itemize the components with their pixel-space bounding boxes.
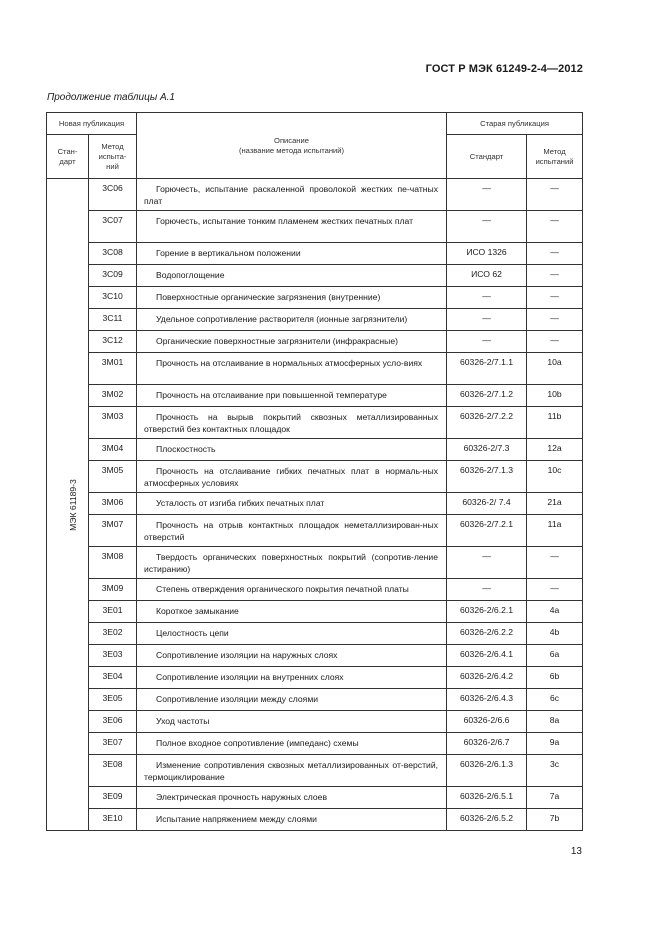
- old-standard: —: [482, 335, 491, 345]
- method-code-cell: [89, 407, 137, 439]
- old-standard: 60326-2/7.1.2: [459, 389, 514, 399]
- method-code-cell: [89, 809, 137, 831]
- old-standard: 60326-2/7.1.1: [459, 357, 514, 367]
- old-standard-cell: [447, 547, 527, 579]
- old-method-cell: [527, 601, 583, 623]
- description: Горючесть, испытание раскаленной проволокой жестких пе-чатных плат: [144, 184, 439, 206]
- method-code-cell: [89, 601, 137, 623]
- old-method: 4b: [549, 627, 560, 637]
- old-method-cell: [527, 689, 583, 711]
- old-method: 10c: [547, 465, 562, 475]
- description: Испытание напряжением между слоями: [156, 814, 317, 824]
- table-row: [47, 493, 583, 515]
- method-code: 3C07: [102, 215, 123, 225]
- table-row: [47, 579, 583, 601]
- description-cell: [137, 623, 447, 645]
- description: Короткое замыкание: [156, 606, 239, 616]
- old-method: —: [550, 269, 559, 279]
- table-caption: Продолжение таблицы А.1: [47, 92, 175, 103]
- method-code-cell: [89, 515, 137, 547]
- header-description: [137, 113, 447, 179]
- old-standard-cell: [447, 211, 527, 243]
- old-method-cell: [527, 331, 583, 353]
- old-method-cell: [527, 461, 583, 493]
- old-standard-cell: [447, 353, 527, 385]
- table-row: [47, 689, 583, 711]
- old-standard: 60326-2/6.7: [463, 737, 510, 747]
- method-code-cell: [89, 579, 137, 601]
- description-cell: [137, 287, 447, 309]
- description-cell: [137, 439, 447, 461]
- old-method: —: [550, 335, 559, 345]
- old-method-cell: [527, 407, 583, 439]
- description: Степень отверждения органического покрытия печатной платы: [156, 584, 409, 594]
- old-standard: 60326-2/6.2.1: [459, 605, 514, 615]
- table-row: [47, 385, 583, 407]
- description: Органические поверхностные загрязнители (инфракрасные): [156, 336, 398, 346]
- old-standard: 60326-2/6.5.1: [459, 791, 514, 801]
- table-row: [47, 623, 583, 645]
- document-id: ГОСТ Р МЭК 61249-2-4—2012: [425, 63, 583, 75]
- old-standard-cell: [447, 179, 527, 211]
- description-cell: [137, 243, 447, 265]
- table-row: [47, 809, 583, 831]
- method-code-cell: [89, 265, 137, 287]
- description: Прочность на отслаивание при повышенной температуре: [156, 390, 387, 400]
- description: Удельное сопротивление растворителя (ионные загрязнители): [156, 314, 408, 324]
- table-row: [47, 547, 583, 579]
- description-cell: [137, 309, 447, 331]
- old-standard-cell: [447, 243, 527, 265]
- description-cell: [137, 755, 447, 787]
- method-code-cell: [89, 385, 137, 407]
- method-code-cell: [89, 353, 137, 385]
- table-row: [47, 461, 583, 493]
- old-standard: —: [482, 313, 491, 323]
- description: Целостность цепи: [156, 628, 229, 638]
- old-standard: —: [482, 183, 491, 193]
- old-standard: ИСО 1326: [466, 247, 507, 257]
- old-method: —: [550, 247, 559, 257]
- description-cell: [137, 667, 447, 689]
- table-row: [47, 439, 583, 461]
- description: Сопротивление изоляции между слоями: [156, 694, 319, 704]
- method-code: 3E06: [102, 715, 123, 725]
- header-description-text: Описание (название метода испытаний): [238, 135, 345, 155]
- old-standard-cell: [447, 667, 527, 689]
- old-method: —: [550, 583, 559, 593]
- method-code-cell: [89, 309, 137, 331]
- method-code: 3E09: [102, 791, 123, 801]
- method-code-cell: [89, 493, 137, 515]
- table-row: [47, 515, 583, 547]
- old-method-cell: [527, 493, 583, 515]
- old-method: 10b: [547, 389, 562, 399]
- method-code: 3M01: [101, 357, 124, 367]
- description: Прочность на вырыв покрытий сквозных металлизированных отверстий без контактных площадок: [144, 412, 439, 434]
- method-code: 3M06: [101, 497, 124, 507]
- method-code-cell: [89, 689, 137, 711]
- description-cell: [137, 733, 447, 755]
- method-code-cell: [89, 787, 137, 809]
- description-cell: [137, 461, 447, 493]
- table-row: [47, 667, 583, 689]
- description-cell: [137, 809, 447, 831]
- page-number: 13: [570, 846, 582, 857]
- old-standard: 60326-2/6.5.2: [459, 813, 514, 823]
- old-method-cell: [527, 579, 583, 601]
- old-standard: 60326-2/6.4.3: [459, 693, 514, 703]
- table-row: [47, 733, 583, 755]
- description: Твердость органических поверхностных покрытий (сопротив-ление истиранию): [144, 552, 439, 574]
- table-row: [47, 211, 583, 243]
- old-method-cell: [527, 211, 583, 243]
- description: Электрическая прочность наружных слоев: [156, 792, 328, 802]
- old-standard: —: [482, 551, 491, 561]
- method-code: 3M09: [101, 583, 124, 593]
- old-method-cell: [527, 623, 583, 645]
- old-standard-cell: [447, 689, 527, 711]
- old-method: —: [550, 313, 559, 323]
- old-standard: —: [482, 583, 491, 593]
- method-code: 3E05: [102, 693, 123, 703]
- old-standard: 60326-2/6.2.2: [459, 627, 514, 637]
- table-row: [47, 601, 583, 623]
- method-code: 3C12: [102, 335, 123, 345]
- header-old-standard: Стандарт: [447, 135, 527, 179]
- old-method: 12a: [547, 443, 562, 453]
- old-method-cell: [527, 265, 583, 287]
- header-old-method-text: Метод испытаний: [535, 146, 574, 166]
- standard-label: МЭК 61189-3: [67, 478, 78, 531]
- old-method: 10a: [547, 357, 562, 367]
- old-standard-cell: [447, 385, 527, 407]
- old-standard: 60326-2/6.6: [463, 715, 510, 725]
- method-code: 3E04: [102, 671, 123, 681]
- table-row: [47, 353, 583, 385]
- method-code: 3E03: [102, 649, 123, 659]
- header-method-text: Метод испыта- ний: [98, 141, 127, 171]
- old-standard: —: [482, 215, 491, 225]
- old-standard-cell: [447, 407, 527, 439]
- description: Уход частоты: [156, 716, 210, 726]
- old-standard: 60326-2/7.3: [463, 443, 510, 453]
- description-cell: [137, 265, 447, 287]
- header-old-method: [527, 135, 583, 179]
- old-method-cell: [527, 787, 583, 809]
- description: Прочность на отслаивание гибких печатных плат в нормаль-ных атмосферных условиях: [144, 466, 439, 488]
- old-method-cell: [527, 287, 583, 309]
- description-cell: [137, 331, 447, 353]
- old-method-cell: [527, 645, 583, 667]
- description: Изменение сопротивления сквозных металлизированных от-верстий, термоциклирование: [144, 760, 439, 782]
- description-cell: [137, 493, 447, 515]
- old-standard: 60326-2/6.1.3: [459, 759, 514, 769]
- old-standard-cell: [447, 493, 527, 515]
- old-method: 8a: [549, 715, 560, 725]
- method-code: 3C08: [102, 247, 123, 257]
- method-code-cell: [89, 547, 137, 579]
- old-method-cell: [527, 667, 583, 689]
- method-code: 3M05: [101, 465, 124, 475]
- old-method: 11b: [547, 411, 562, 421]
- description-cell: [137, 689, 447, 711]
- old-standard-cell: [447, 623, 527, 645]
- old-method-cell: [527, 179, 583, 211]
- table-row: [47, 787, 583, 809]
- old-method: 21a: [547, 497, 562, 507]
- table-row: [47, 711, 583, 733]
- old-method-cell: [527, 809, 583, 831]
- description-cell: [137, 645, 447, 667]
- description: Сопротивление изоляции на наружных слоях: [156, 650, 338, 660]
- old-standard-cell: [447, 711, 527, 733]
- old-method: 6b: [549, 671, 560, 681]
- description-cell: [137, 179, 447, 211]
- table-row: [47, 309, 583, 331]
- method-code: 3C10: [102, 291, 123, 301]
- old-standard: 60326-2/ 7.4: [462, 497, 511, 507]
- method-code-cell: [89, 439, 137, 461]
- method-code: 3M04: [101, 443, 124, 453]
- old-method-cell: [527, 243, 583, 265]
- old-method: —: [550, 291, 559, 301]
- description: Поверхностные органические загрязнения (внутренние): [156, 292, 381, 302]
- old-standard: 60326-2/7.2.2: [459, 411, 514, 421]
- method-code: 3M07: [101, 519, 124, 529]
- old-method-cell: [527, 515, 583, 547]
- description-cell: [137, 515, 447, 547]
- header-old-publication: Старая публикация: [447, 113, 583, 135]
- description: Горение в вертикальном положении: [156, 248, 301, 258]
- old-standard-cell: [447, 645, 527, 667]
- old-method: 4a: [549, 605, 560, 615]
- old-standard: 60326-2/6.4.2: [459, 671, 514, 681]
- header-group-row: [47, 113, 583, 135]
- old-standard-cell: [447, 265, 527, 287]
- method-code: 3E08: [102, 759, 123, 769]
- method-code-cell: [89, 461, 137, 493]
- old-method-cell: [527, 733, 583, 755]
- table-row: [47, 265, 583, 287]
- old-method: 7b: [549, 813, 560, 823]
- old-method: —: [550, 215, 559, 225]
- method-code: 3M03: [101, 411, 124, 421]
- old-method-cell: [527, 755, 583, 787]
- method-code: 3M02: [101, 389, 124, 399]
- old-standard-cell: [447, 601, 527, 623]
- old-standard: 60326-2/7.2.1: [459, 519, 514, 529]
- old-method: —: [550, 551, 559, 561]
- table-row: [47, 243, 583, 265]
- method-code-cell: [89, 211, 137, 243]
- old-standard-cell: [447, 755, 527, 787]
- method-code: 3E02: [102, 627, 123, 637]
- method-code: 3C11: [102, 313, 123, 323]
- header-method: [89, 135, 137, 179]
- method-code-cell: [89, 645, 137, 667]
- description-cell: [137, 711, 447, 733]
- header-standard-text: Стан- дарт: [57, 146, 78, 166]
- description: Прочность на отрыв контактных площадок неметаллизирован-ных отверстий: [144, 520, 439, 542]
- old-method-cell: [527, 547, 583, 579]
- standard-cell: [47, 179, 89, 831]
- table-row: [47, 287, 583, 309]
- old-method-cell: [527, 353, 583, 385]
- old-standard-cell: [447, 809, 527, 831]
- old-method: 9a: [549, 737, 560, 747]
- method-code: 3C06: [102, 183, 123, 193]
- old-method: —: [550, 183, 559, 193]
- method-code: 3E01: [102, 605, 123, 615]
- method-code: 3M08: [101, 551, 124, 561]
- old-standard: 60326-2/6.4.1: [459, 649, 514, 659]
- old-method-cell: [527, 309, 583, 331]
- description: Плоскостность: [156, 444, 216, 454]
- old-method: 7a: [549, 791, 560, 801]
- description-cell: [137, 385, 447, 407]
- method-code-cell: [89, 243, 137, 265]
- methods-table: [46, 112, 583, 831]
- table-row: [47, 755, 583, 787]
- method-code: 3C09: [102, 269, 123, 279]
- description-cell: [137, 353, 447, 385]
- table-row: [47, 407, 583, 439]
- method-code-cell: [89, 287, 137, 309]
- old-standard-cell: [447, 439, 527, 461]
- description-cell: [137, 601, 447, 623]
- old-method: 11a: [547, 519, 562, 529]
- description-cell: [137, 579, 447, 601]
- old-method-cell: [527, 385, 583, 407]
- old-method-cell: [527, 711, 583, 733]
- description: Горючесть, испытание тонким пламенем жестких печатных плат: [156, 216, 414, 226]
- old-method: 6c: [549, 693, 560, 703]
- old-standard: 60326-2/7.1.3: [459, 465, 514, 475]
- old-standard-cell: [447, 331, 527, 353]
- old-standard: —: [482, 291, 491, 301]
- method-code-cell: [89, 331, 137, 353]
- description: Прочность на отслаивание в нормальных атмосферных усло-виях: [156, 358, 423, 368]
- old-standard-cell: [447, 515, 527, 547]
- method-code-cell: [89, 179, 137, 211]
- method-code-cell: [89, 755, 137, 787]
- description: Сопротивление изоляции на внутренних слоях: [156, 672, 344, 682]
- old-method: 6a: [549, 649, 560, 659]
- old-method: 3c: [549, 759, 560, 769]
- table-row: [47, 179, 583, 211]
- description-cell: [137, 211, 447, 243]
- method-code: 3E07: [102, 737, 123, 747]
- old-standard-cell: [447, 287, 527, 309]
- old-standard-cell: [447, 461, 527, 493]
- table-row: [47, 645, 583, 667]
- description-cell: [137, 547, 447, 579]
- method-code-cell: [89, 711, 137, 733]
- description-cell: [137, 787, 447, 809]
- description: Водопоглощение: [156, 270, 225, 280]
- method-code-cell: [89, 667, 137, 689]
- old-standard-cell: [447, 733, 527, 755]
- description: Полное входное сопротивление (импеданс) схемы: [156, 738, 359, 748]
- method-code-cell: [89, 733, 137, 755]
- method-code-cell: [89, 623, 137, 645]
- description: Усталость от изгиба гибких печатных плат: [156, 498, 325, 508]
- old-method-cell: [527, 439, 583, 461]
- description-cell: [137, 407, 447, 439]
- old-standard-cell: [447, 309, 527, 331]
- table-row: [47, 331, 583, 353]
- method-code: 3E10: [102, 813, 123, 823]
- header-new-publication: Новая публикация: [47, 113, 137, 135]
- old-standard-cell: [447, 579, 527, 601]
- old-standard-cell: [447, 787, 527, 809]
- old-standard: ИСО 62: [471, 269, 502, 279]
- header-standard: [47, 135, 89, 179]
